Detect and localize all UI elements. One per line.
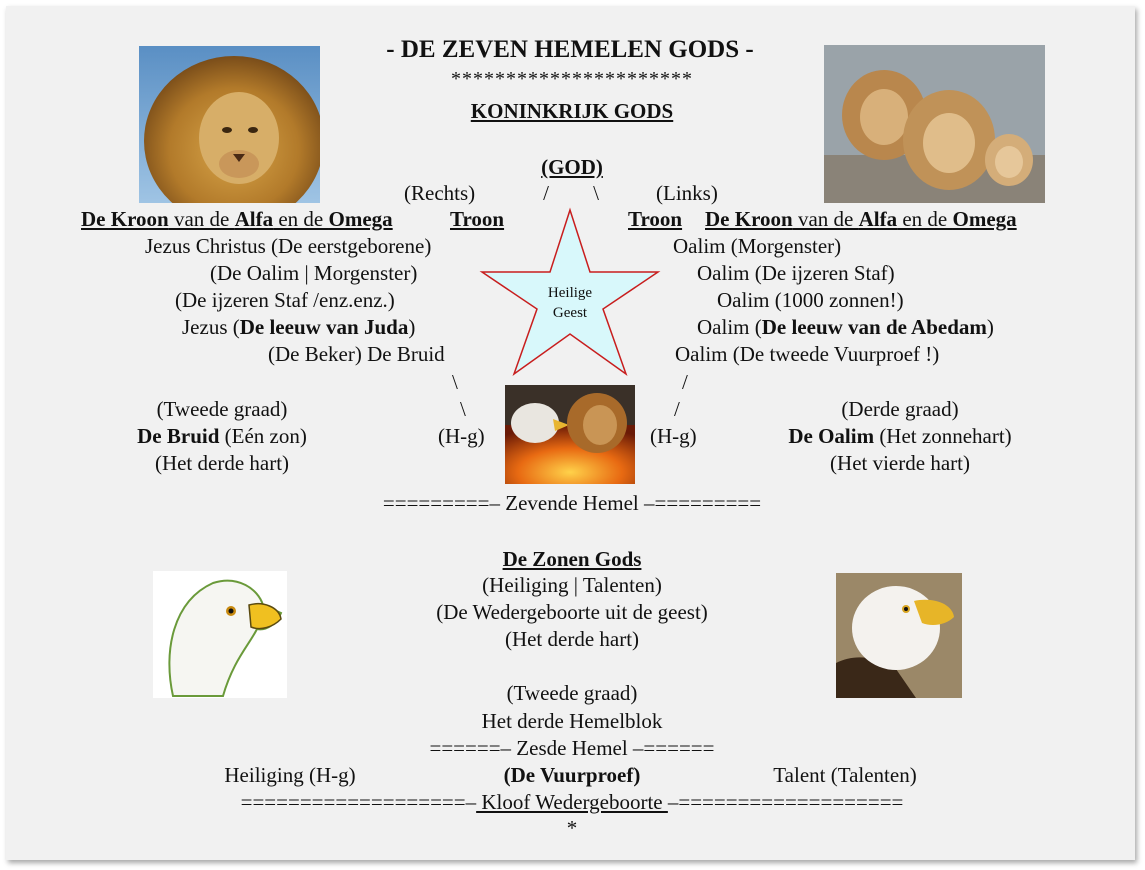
right-list-item-4: Oalim (De leeuw van de Abedam): [697, 315, 994, 339]
right-hg: (H-g): [650, 424, 697, 448]
sixth-heaven-line: ======– Zesde Hemel –======: [429, 736, 715, 760]
bottom-center-label: (De Vuurproef): [503, 763, 641, 787]
star-label-line-1: Heilige: [547, 285, 593, 301]
right-block-degree: (Derde graad): [841, 397, 959, 421]
left-crown-line: De Kroon van de Alfa en de Omega: [81, 207, 393, 231]
lions-group-photo: [824, 45, 1045, 203]
sons-line-1: (Heiliging | Talenten): [482, 573, 662, 597]
left-list-item-3: (De ijzeren Staf /enz.enz.): [175, 288, 395, 312]
bottom-right-label: Talent (Talenten): [773, 763, 917, 787]
right-connector-1: /: [682, 370, 688, 394]
page-title: - DE ZEVEN HEMELEN GODS -: [386, 36, 754, 63]
rechts-label: (Rechts): [404, 181, 476, 205]
sons-line-2: (De Wedergeboorte uit de geest): [436, 600, 708, 624]
right-crown-line: De Kroon van de Alfa en de Omega: [705, 207, 1017, 231]
left-block-bride: De Bruid (Eén zon): [137, 424, 307, 448]
left-list-item-2: (De Oalim | Morgenster): [210, 261, 418, 285]
title-stars: **********************: [451, 68, 693, 90]
left-connector-1: \: [452, 370, 458, 394]
left-list-item-4: Jezus (De leeuw van Juda): [182, 315, 416, 339]
left-list-item-5: (De Beker) De Bruid: [268, 342, 445, 366]
left-connector-2: \: [460, 397, 466, 421]
left-hg: (H-g): [438, 424, 485, 448]
lion-photo: [139, 46, 320, 203]
star-label-line-2: Geest: [552, 305, 588, 321]
kloof-line: ===================– Kloof Wedergeboorte –===================: [240, 790, 904, 814]
bottom-left-label: Heiliging (H-g): [224, 763, 356, 787]
bottom-asterisk: *: [566, 816, 578, 840]
sons-line-5: Het derde Hemelblok: [481, 709, 663, 733]
links-label: (Links): [656, 181, 718, 205]
star-label: [532, 283, 608, 323]
right-block-oalim: De Oalim (Het zonnehart): [788, 424, 1012, 448]
eagle-drawing: [153, 571, 287, 698]
right-list-item-1: Oalim (Morgenster): [673, 234, 842, 258]
right-list-item-2: Oalim (De ijzeren Staf): [697, 261, 895, 285]
sons-line-3: (Het derde hart): [504, 627, 640, 651]
left-block-heart: (Het derde hart): [154, 451, 290, 475]
eagle-lion-fire-image: [505, 385, 635, 484]
right-list-item-3: Oalim (1000 zonnen!): [717, 288, 904, 312]
right-block-heart: (Het vierde hart): [830, 451, 970, 475]
sons-line-4: (Tweede graad): [506, 681, 638, 705]
seventh-heaven-line: =========– Zevende Hemel –=========: [382, 491, 762, 515]
sons-title: De Zonen Gods: [502, 547, 642, 571]
right-troon: Troon: [628, 207, 683, 231]
god-slash-right: \: [593, 181, 599, 205]
god-slash-left: /: [543, 181, 549, 205]
god-label: (GOD): [541, 155, 603, 179]
bald-eagle-photo: [836, 573, 962, 698]
right-connector-2: /: [674, 397, 680, 421]
left-troon: Troon: [450, 207, 505, 231]
left-block-degree: (Tweede graad): [156, 397, 288, 421]
right-list-item-5: Oalim (De tweede Vuurproef !): [675, 342, 940, 366]
kingdom-subtitle: KONINKRIJK GODS: [470, 99, 674, 123]
left-list-item-1: Jezus Christus (De eerstgeborene): [145, 234, 432, 258]
